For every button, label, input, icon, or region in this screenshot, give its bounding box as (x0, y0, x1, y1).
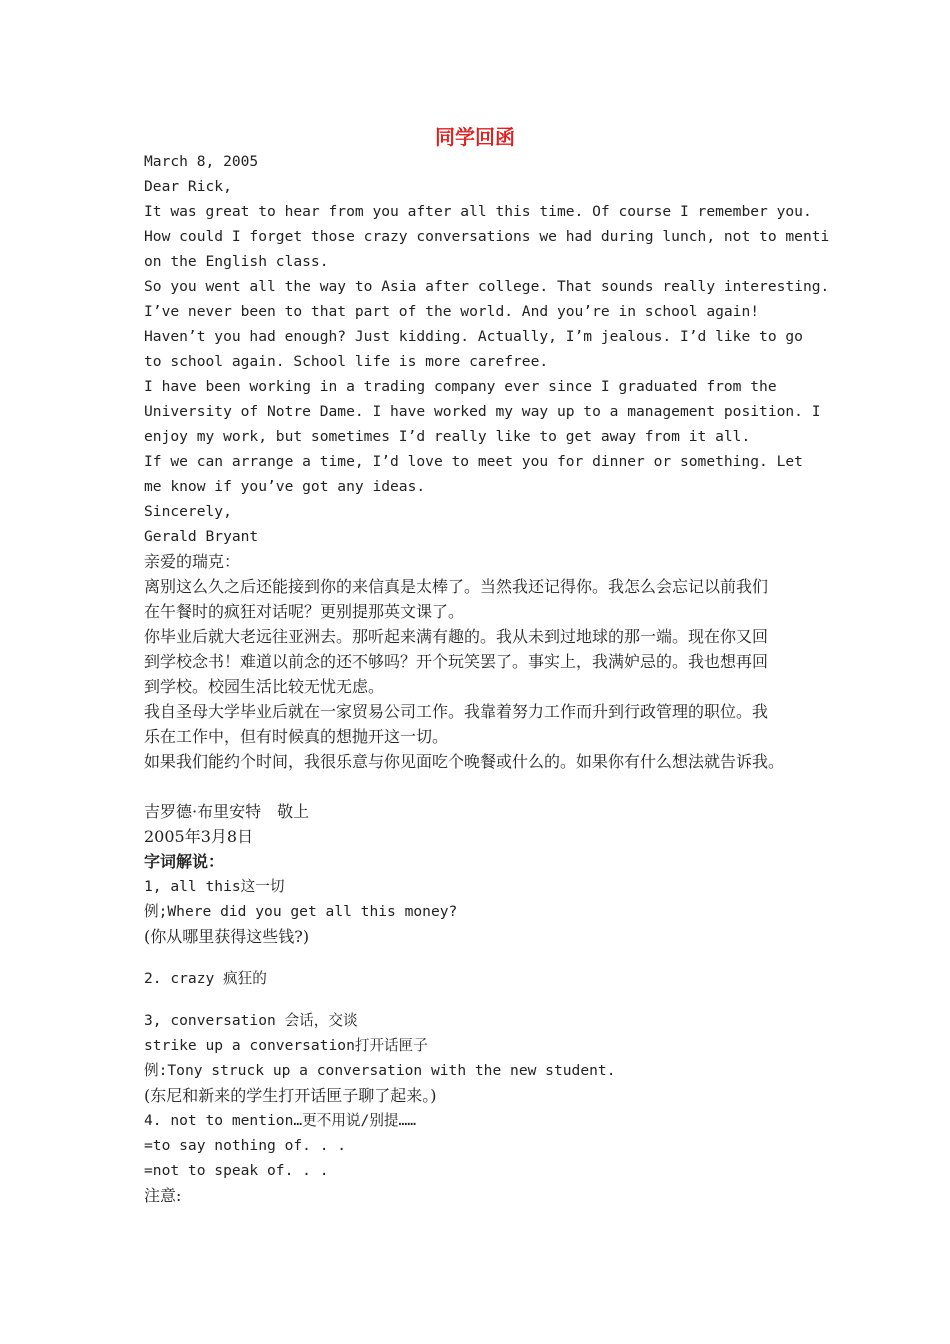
cn-line: 如果我们能约个时间，我很乐意与你见面吃个晚餐或什么的。如果你有什么想法就告诉我。 (144, 752, 785, 771)
vocab-item-2: 2. crazy 疯狂的 (144, 970, 267, 987)
vocab-item-4: 4. not to mention…更不用说/别提…… (144, 1112, 417, 1129)
letter-line: me know if you’ve got any ideas. (144, 478, 426, 495)
vocab-item-3: 3, conversation 会话，交谈 (144, 1012, 358, 1029)
vocab-item-4-alt-b: =not to speak of. . . (144, 1162, 329, 1179)
letter-date: March 8, 2005 (144, 153, 259, 170)
cn-signature: 吉罗德·布里安特 敬上 (144, 802, 310, 821)
cn-line: 我自圣母大学毕业后就在一家贸易公司工作。我靠着努力工作而升到行政管理的职位。我 (144, 702, 769, 721)
cn-date: 2005年3月8日 (144, 827, 254, 846)
letter-closing: Sincerely, (144, 503, 232, 520)
blank-line (144, 774, 824, 799)
cn-line: 到学校。校园生活比较无忧无虑。 (144, 677, 385, 696)
vocab-translation-1: (你从哪里获得这些钱?) (144, 927, 310, 946)
letter-signature: Gerald Bryant (144, 528, 259, 545)
vocab-item-1: 1, all this这一切 (144, 878, 285, 895)
letter-line: enjoy my work, but sometimes I’d really like to get away from it all. (144, 428, 751, 445)
cn-greeting: 亲爱的瑞克： (144, 552, 241, 571)
cn-line: 到学校念书！难道以前念的还不够吗？开个玩笑罢了。事实上，我满妒忌的。我也想再回 (144, 652, 769, 671)
letter-line: I have been working in a trading company ever since I graduated from the (144, 378, 777, 395)
cn-line: 在午餐时的疯狂对话呢？更别提那英文课了。 (144, 602, 465, 621)
letter-line: to school again. School life is more carefree. (144, 353, 549, 370)
vocab-phrase-3: strike up a conversation打开话匣子 (144, 1037, 428, 1054)
cn-line: 离别这么久之后还能接到你的来信真是太棒了。当然我还记得你。我怎么会忘记以前我们 (144, 577, 769, 596)
letter-line: If we can arrange a time, I’d love to meet you for dinner or something. Let (144, 453, 803, 470)
vocab-example-3: 例:Tony struck up a conversation with the new student. (144, 1062, 616, 1079)
cn-line: 乐在工作中，但有时候真的想抛开这一切。 (144, 727, 449, 746)
letter-greeting: Dear Rick, (144, 178, 232, 195)
letter-line: So you went all the way to Asia after college. That sounds really interesting. (144, 278, 830, 295)
letter-line: University of Notre Dame. I have worked my way up to a management position. I (144, 403, 821, 420)
letter-line: It was great to hear from you after all this time. Of course I remember you. (144, 203, 812, 220)
vocab-item-4-alt-a: =to say nothing of. . . (144, 1137, 347, 1154)
cn-line: 你毕业后就大老远往亚洲去。那听起来满有趣的。我从未到过地球的那一端。现在你又回 (144, 627, 769, 646)
vocab-translation-3: (东尼和新来的学生打开话匣子聊了起来。) (144, 1086, 437, 1105)
vocab-example-1: 例;Where did you get all this money? (144, 903, 458, 920)
letter-line: How could I forget those crazy conversations we had during lunch, not to menti (144, 228, 830, 245)
vocab-heading: 字词解说： (144, 852, 225, 871)
letter-line: I’ve never been to that part of the world. And you’re in school again! (144, 303, 760, 320)
vocab-note: 注意: (144, 1186, 182, 1205)
page-title: 同学回函 (435, 125, 515, 149)
english-letter (144, 149, 830, 1208)
letter-line: Haven’t you had enough? Just kidding. Actually, I’m jealous. I’d like to go (144, 328, 803, 345)
letter-line: on the English class. (144, 253, 329, 270)
